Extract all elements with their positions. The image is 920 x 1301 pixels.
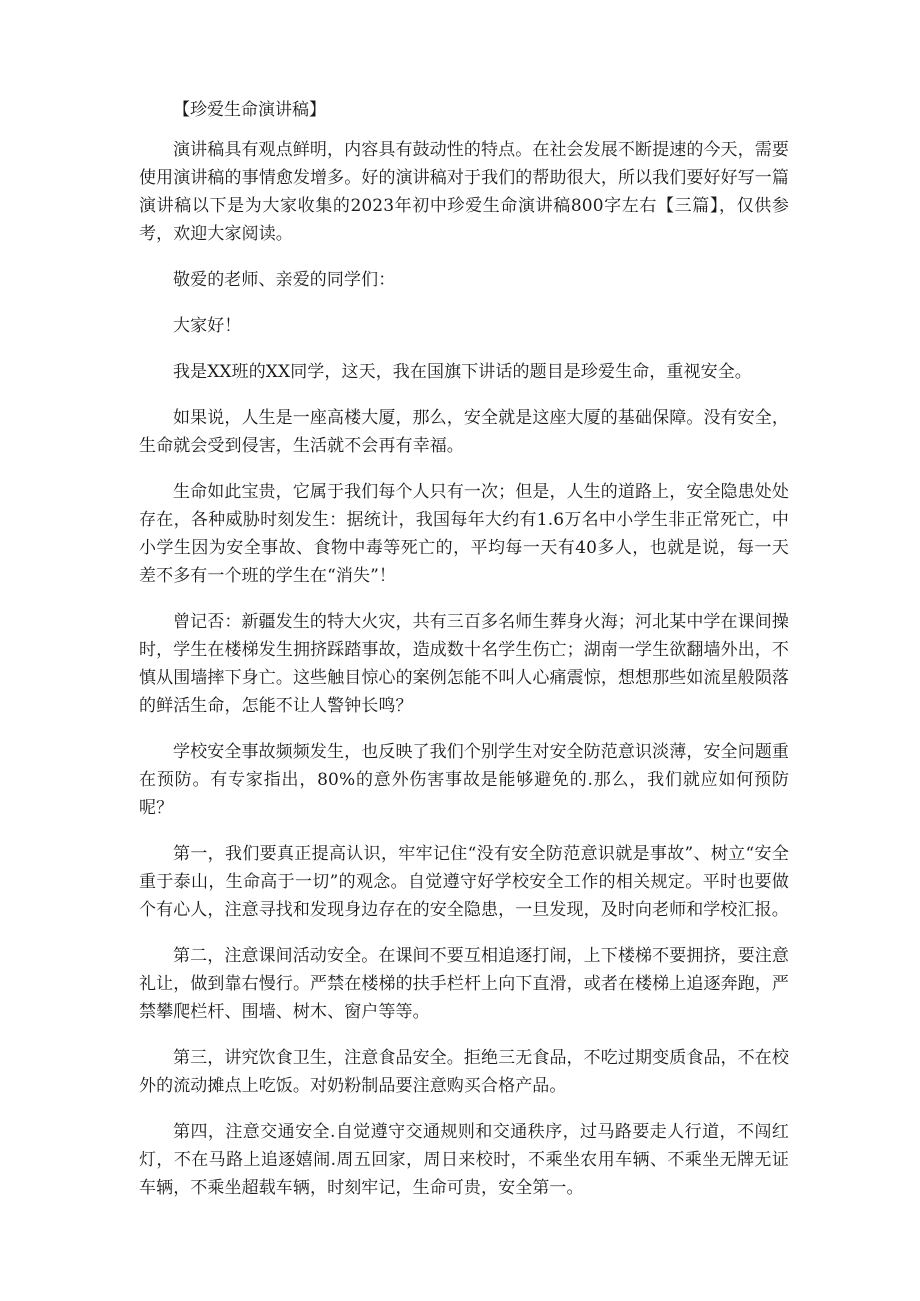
paragraph-self-intro: 我是XX班的XX同学，这天，我在国旗下讲话的题目是珍爱生命，重视安全。 [173, 362, 752, 382]
paragraph-prevention: 学校安全事故频频发生，也反映了我们个别学生对安全防范意识淡薄，安全问题重在预防。有专家指出，80%的意外伤害事故是能够避免的.那么，我们就应如何预防呢？ [139, 742, 789, 818]
paragraph-statistics: 生命如此宝贵，它属于我们每个人只有一次；但是，人生的道路上，安全隐患处处存在，各种威胁时刻发生：据统计，我国每年大约有1.6万名中小学生非正常死亡，中小学生因为安全事故、食物中毒等死亡的，平均每一天有40多人，也就是说，每一天差不多有一个班的学生在“消失”！ [139, 482, 789, 586]
document-page [139, 96, 789, 1220]
paragraph-cases: 曾记否：新疆发生的特大火灾，共有三百多名师生葬身火海；河北某中学在课间操时，学生在楼梯发生拥挤踩踏事故，造成数十名学生伤亡；湖南一学生欲翻墙外出，不慎从围墙摔下身亡。这些触目惊心的案例怎能不叫人心痛震惊，想想那些如流星般陨落的鲜活生命，怎能不让人警钟长鸣？ [139, 612, 789, 716]
paragraph-third: 第三，讲究饮食卫生，注意食品安全。拒绝三无食品，不吃过期变质食品，不在校外的流动摊点上吃饭。对奶粉制品要注意购买合格产品。 [139, 1048, 789, 1096]
paragraph-greeting: 大家好！ [173, 316, 242, 336]
document-title: 【珍爱生命演讲稿】 [173, 100, 326, 120]
paragraph-second: 第二，注意课间活动安全。在课间不要互相追逐打闹，上下楼梯不要拥挤，要注意礼让，做到靠右慢行。严禁在楼梯的扶手栏杆上向下直滑，或者在楼梯上追逐奔跑，严禁攀爬栏杆、围墙、树木、窗户等等。 [139, 946, 789, 1022]
paragraph-intro: 演讲稿具有观点鲜明，内容具有鼓动性的特点。在社会发展不断提速的今天，需要使用演讲稿的事情愈发增多。好的演讲稿对于我们的帮助很大，所以我们要好好写一篇演讲稿以下是为大家收集的2023年初中珍爱生命演讲稿800字左右【三篇】，仅供参考，欢迎大家阅读。 [139, 140, 789, 244]
paragraph-metaphor: 如果说，人生是一座高楼大厦，那么，安全就是这座大厦的基础保障。没有安全，生命就会受到侵害，生活就不会再有幸福。 [139, 408, 789, 456]
paragraph-salutation: 敬爱的老师、亲爱的同学们： [173, 270, 396, 290]
paragraph-first: 第一，我们要真正提高认识，牢牢记住“没有安全防范意识就是事故”、树立“安全重于泰山，生命高于一切”的观念。自觉遵守好学校安全工作的相关规定。平时也要做个有心人，注意寻找和发现身边存在的安全隐患，一旦发现，及时向老师和学校汇报。 [139, 844, 789, 920]
paragraph-fourth: 第四，注意交通安全.自觉遵守交通规则和交通秩序，过马路要走人行道，不闯红灯，不在马路上追逐嬉闹.周五回家，周日来校时，不乘坐农用车辆、不乘坐无牌无证车辆，不乘坐超载车辆，时刻牢记，生命可贵，安全第一。 [139, 1122, 789, 1198]
